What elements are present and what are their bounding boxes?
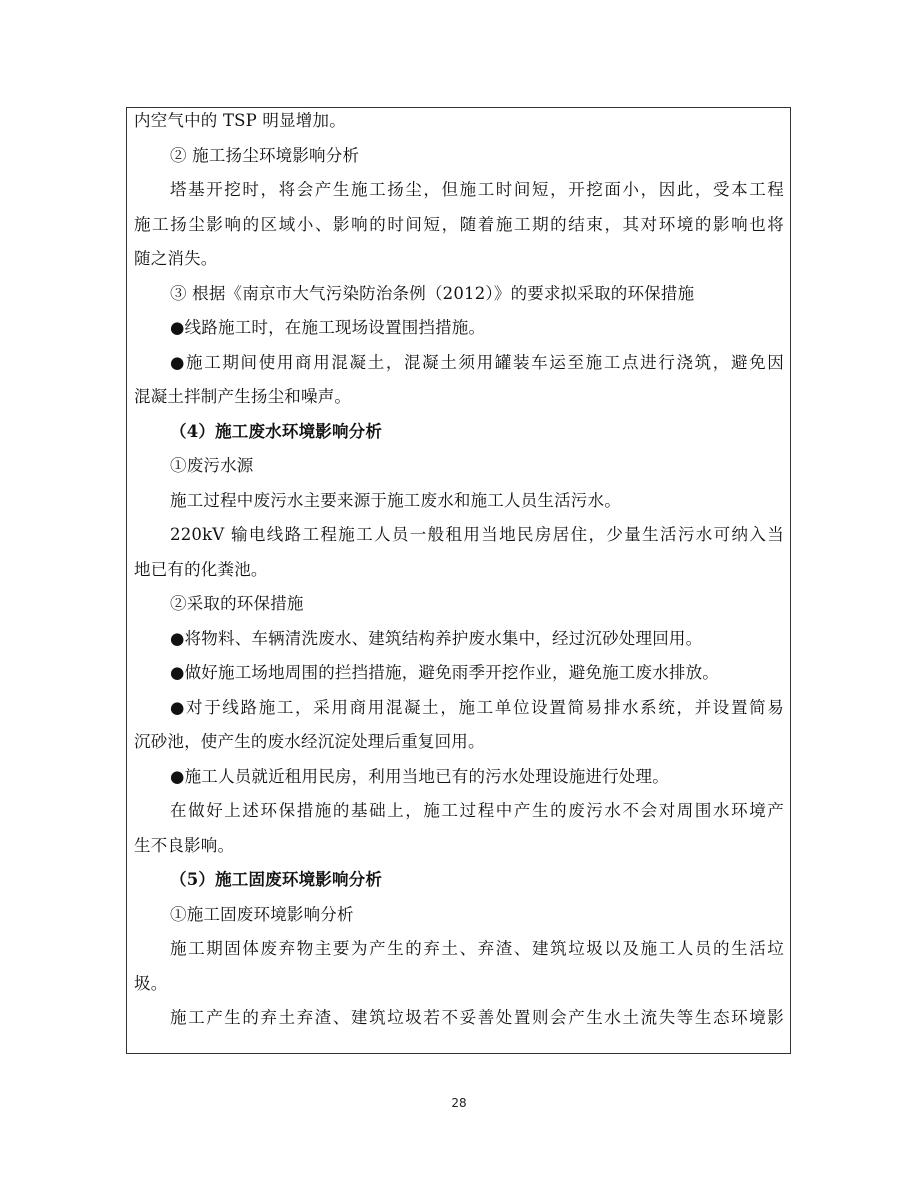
text-line-12: 施工过程中废污水主要来源于施工废水和施工人员生活污水。 [170,490,621,510]
text-line-27: 施工产生的弃土弃渣、建筑垃圾若不妥善处置则会产生水土流失等生态环境影 [170,1008,784,1027]
text-line-1: 内空气中的 TSP 明显增加。 [134,111,346,130]
document-body [134,104,784,1036]
bullet-line-16: ●将物料、车辆清洗废水、建筑结构养护废水集中，经过沉砂处理回用。 [170,628,703,648]
text-line-14: 地已有的化粪池。 [134,559,268,579]
text-line-9: 混凝土拌制产生扬尘和噪声。 [134,387,352,406]
bullet-line-18: ●对于线路施工，采用商用混凝土，施工单位设置简易排水系统，并设置简易 [170,697,784,717]
bullet-line-7: ●线路施工时，在施工现场设置围挡措施。 [170,318,486,337]
text-line-22: 生不良影响。 [134,835,235,855]
text-line-26: 圾。 [134,973,168,993]
bullet-line-8: ●施工期间使用商用混凝土，混凝土须用罐装车运至施工点进行浇筑，避免因 [170,352,784,372]
text-line-25: 施工期固体废弃物主要为产生的弃土、弃渣、建筑垃圾以及施工人员的生活垃 [170,939,784,958]
text-line-3: 塔基开挖时，将会产生施工扬尘，但施工时间短，开挖面小，因此，受本工程 [170,180,784,199]
section-heading-wastewater: （4）施工废水环境影响分析 [170,421,383,441]
bullet-line-17: ●做好施工场地周围的拦挡措施，避免雨季开挖作业，避免施工废水排放。 [170,663,719,682]
subsection-title-solid-waste: ①施工固废环境影响分析 [170,904,354,924]
text-line-21: 在做好上述环保措施的基础上，施工过程中产生的废污水不会对周围水环境产 [170,801,784,820]
text-line-19: 沉砂池，使产生的废水经沉淀处理后重复回用。 [134,732,485,751]
subsection-title-sources: ①废污水源 [170,456,254,475]
subsection-title-dust: ② 施工扬尘环境影响分析 [170,145,360,165]
section-heading-solid-waste: （5）施工固废环境影响分析 [170,870,383,889]
text-line-5: 随之消失。 [134,249,218,268]
page-number: 28 [451,1096,467,1110]
subsection-title-measures: ③ 根据《南京市大气污染防治条例（2012）》的要求拟采取的环保措施 [170,283,695,303]
bullet-line-20: ●施工人员就近租用民房，利用当地已有的污水处理设施进行处理。 [170,766,669,786]
subsection-title-protection: ②采取的环保措施 [170,594,304,613]
text-line-13: 220kV 输电线路工程施工人员一般租用当地民房居住，少量生活污水可纳入当 [170,525,784,544]
text-line-4: 施工扬尘影响的区域小、影响的时间短，随着施工期的结束，其对环境的影响也将 [134,214,784,234]
